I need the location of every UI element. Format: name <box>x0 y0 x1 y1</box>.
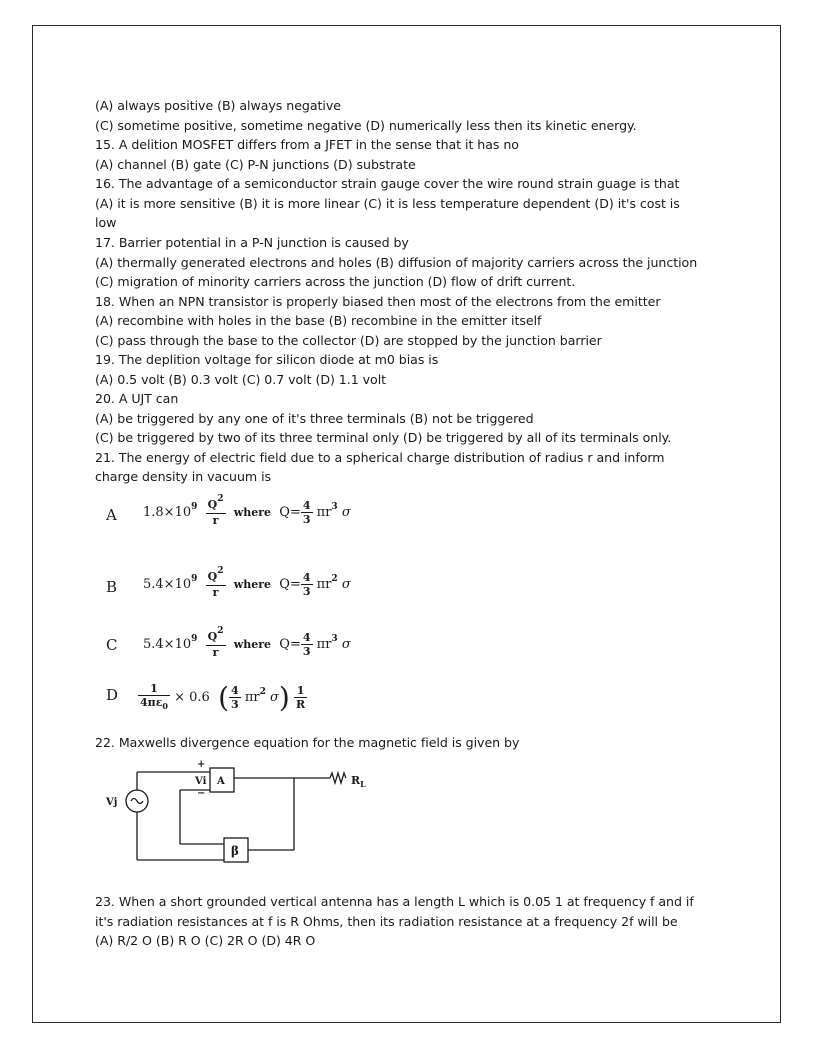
option-d-formula: $\frac{1}{4\pi\varepsilon_0}$ × 0.6 ( $\frac{4}{3}$ $\pi r^2$ σ) $\frac{1}{R}$ <box>140 681 306 714</box>
plus-sign: + <box>197 759 206 770</box>
load-label: $R_L$ <box>351 774 366 789</box>
text-line: (A) 0.5 volt (B) 0.3 volt (C) 0.7 volt (D) 1.1 volt <box>95 372 387 387</box>
text-line: (A) thermally generated electrons and holes (B) diffusion of majority carriers across the junction <box>95 255 698 270</box>
question-16: 16. The advantage of a semiconductor strain gauge cover the wire round strain guage is that <box>95 176 680 191</box>
option-c-label: C <box>106 636 118 654</box>
text-line: (A) R/2 O (B) R O (C) 2R O (D) 4R O <box>95 933 316 948</box>
option-b-label: B <box>106 578 118 596</box>
option-d-label: D <box>106 686 119 704</box>
feedback-amplifier-circuit <box>100 758 380 868</box>
question-17: 17. Barrier potential in a P-N junction is caused by <box>95 235 409 250</box>
question-20: 20. A UJT can <box>95 391 179 406</box>
amplifier-label: A <box>217 776 225 787</box>
question-23: 23. When a short grounded vertical antenna has a length L which is 0.05 1 at frequency f and if <box>95 894 694 909</box>
text-line: (A) recombine with holes in the base (B) recombine in the emitter itself <box>95 313 542 328</box>
text-line: (A) channel (B) gate (C) P-N junctions (D) substrate <box>95 157 416 172</box>
source-label: Vj <box>106 797 118 808</box>
question-15: 15. A delition MOSFET differs from a JFET in the sense that it has no <box>95 137 519 152</box>
text-line: charge density in vacuum is <box>95 469 272 484</box>
text-line: (A) always positive (B) always negative <box>95 98 341 113</box>
text-line: (A) be triggered by any one of it's three terminals (B) not be triggered <box>95 411 534 426</box>
option-b-formula: $5.4\times 10^9$ $\frac{Q^2}{r}$ where Q= $\frac{4}{3}$ $\pi r^2$ σ <box>143 566 351 599</box>
minus-sign: − <box>197 788 206 799</box>
question-22: 22. Maxwells divergence equation for the magnetic field is given by <box>95 735 520 750</box>
beta-label: β <box>231 844 239 858</box>
text-line: it's radiation resistances at f is R Ohms, then its radiation resistance at a frequency 2f will be <box>95 914 678 929</box>
text-line: (C) pass through the base to the collector (D) are stopped by the junction barrier <box>95 333 602 348</box>
text-line: low <box>95 215 117 230</box>
text-line: (A) it is more sensitive (B) it is more linear (C) it is less temperature dependent (D) it's cost is <box>95 196 680 211</box>
question-18: 18. When an NPN transistor is properly biased then most of the electrons from the emitter <box>95 294 661 309</box>
question-21: 21. The energy of electric field due to a spherical charge distribution of radius r and inform <box>95 450 665 465</box>
question-19: 19. The deplition voltage for silicon diode at m0 bias is <box>95 352 439 367</box>
option-a-label: A <box>106 506 117 524</box>
load-resistor-icon <box>330 773 346 783</box>
text-line: (C) migration of minority carriers across the junction (D) flow of drift current. <box>95 274 576 289</box>
option-c-formula: $5.4\times 10^9$ $\frac{Q^2}{r}$ where Q= $\frac{4}{3}$ $\pi r^3$ σ <box>143 626 351 659</box>
option-a-formula: $1.8\times 10^9$ $\frac{Q^2}{r}$ where Q= $\frac{4}{3}$ $\pi r^3$ σ <box>143 494 351 527</box>
vi-label: Vi <box>195 776 207 787</box>
text-line: (C) sometime positive, sometime negative (D) numerically less then its kinetic energy. <box>95 118 637 133</box>
text-line: (C) be triggered by two of its three terminal only (D) be triggered by all of its terminals only. <box>95 430 672 445</box>
